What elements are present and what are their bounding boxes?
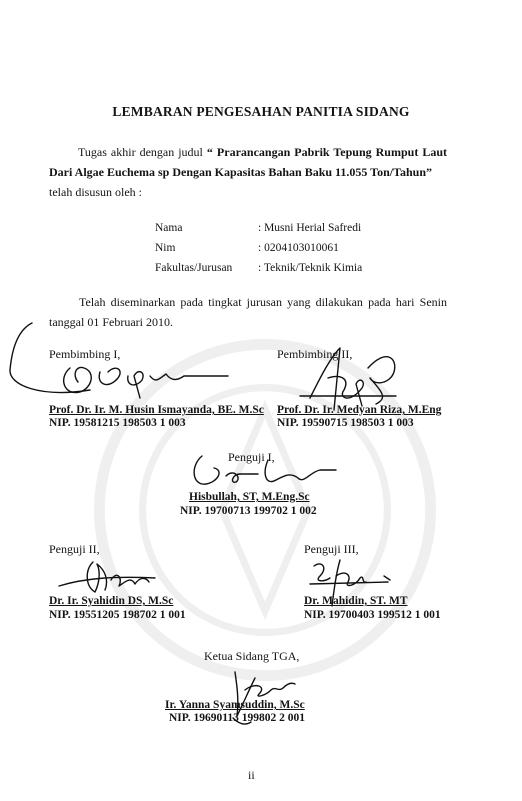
intro-suffix: telah disusun oleh : [49,185,142,199]
pembimbing2-name: Prof. Dr. Ir. Medyan Riza, M.Eng [277,404,442,416]
student-faculty-value: : Teknik/Teknik Kimia [258,262,363,274]
page-number: ii [248,768,255,782]
pembimbing1-role: Pembimbing I, [49,347,121,361]
penguji2-name: Dr. Ir. Syahidin DS, M.Sc [49,595,174,607]
pembimbing1-signature [0,320,260,410]
penguji3-name: Dr. Mahidin, ST. MT [304,595,408,607]
student-nim-label: Nim [155,242,176,254]
penguji2-signature [55,556,175,600]
penguji1-nip: NIP. 19700713 199702 1 002 [180,505,317,517]
student-name-label: Nama [155,222,183,234]
pembimbing1-name: Prof. Dr. Ir. M. Husin Ismayanda, BE. M.Sc [49,404,264,416]
ketua-nip: NIP. 19690113 199802 2 001 [169,712,305,724]
ketua-name: Ir. Yanna Syamsuddin, M.Sc [165,699,305,711]
student-faculty-label: Fakultas/Jurusan [155,262,233,274]
student-nim-value: : 0204103010061 [258,242,339,254]
penguji2-nip: NIP. 19551205 198702 1 001 [49,609,186,621]
seminar-paragraph: Telah diseminarkan pada tingkat jurusan yang dilakukan pada hari Senin tanggal 01 Februari 2010. [49,295,447,329]
page-title: LEMBARAN PENGESAHAN PANITIA SIDANG [112,104,410,119]
ketua-role: Ketua Sidang TGA, [204,649,300,663]
penguji1-name: Hisbullah, ST, M.Eng.Sc [189,491,310,503]
penguji3-role: Penguji III, [304,542,359,556]
penguji2-role: Penguji II, [49,542,100,556]
penguji1-role: Penguji I, [228,450,275,464]
student-name-value: : Musni Herial Safredi [258,222,362,234]
pembimbing2-nip: NIP. 19590715 198503 1 003 [277,417,414,429]
pembimbing2-role: Pembimbing II, [277,347,353,361]
thesis-title: “ Prarancangan Pabrik Tepung Rumput Laut Dari Algae Euchema sp Dengan Kapasitas Bahan Baku 11.055 Ton/Tahun” [49,145,448,179]
intro-prefix: Tugas akhir dengan judul [78,145,203,159]
penguji3-nip: NIP. 19700403 199512 1 001 [304,609,441,621]
pembimbing1-nip: NIP. 19581215 198503 1 003 [49,417,186,429]
penguji1-signature [180,450,340,496]
intro-paragraph [49,142,447,202]
